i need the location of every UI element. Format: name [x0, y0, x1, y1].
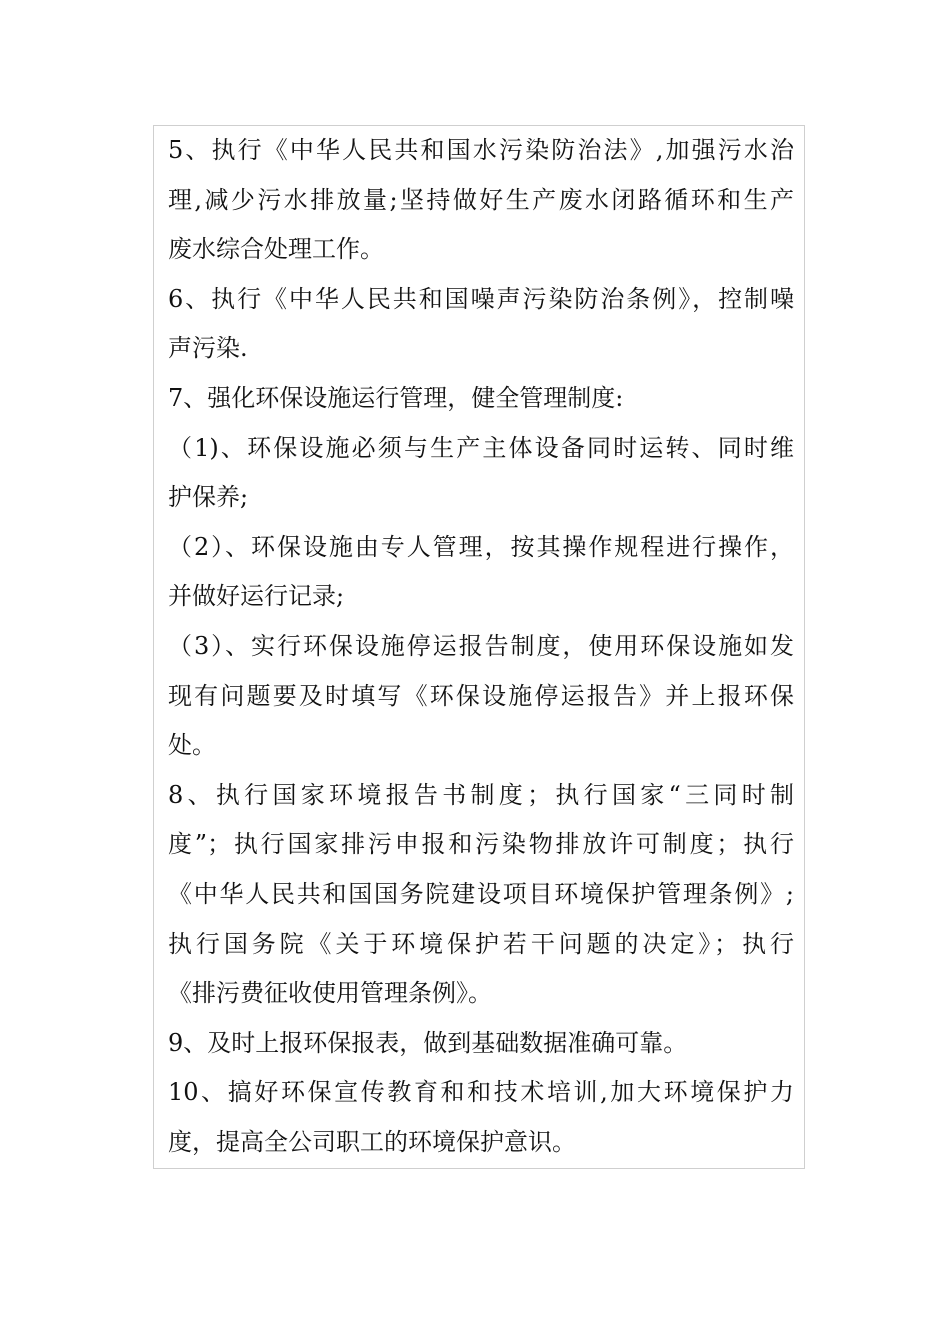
- text-line: 6、执行《中华人民共和国噪声污染防治条例》，控制噪: [168, 284, 794, 313]
- text-line: 并做好运行记录;: [168, 582, 345, 611]
- text-line: 5、执行《中华人民共和国水污染防治法》,加强污水治: [168, 136, 794, 164]
- text-line: （3）、实行环保设施停运报告制度，使用环保设施如发: [168, 631, 794, 660]
- text-line: 废水综合处理工作。: [168, 235, 384, 264]
- text-line: 10、搞好环保宣传教育和和技术培训,加大环境保护力: [168, 1078, 794, 1107]
- text-line: 《排污费征收使用管理条例》。: [168, 979, 492, 1008]
- text-line: 7、强化环保设施运行管理，健全管理制度:: [168, 383, 624, 412]
- text-line: 处。: [168, 731, 216, 760]
- text-line: （2）、环保设施由专人管理，按其操作规程进行操作，: [168, 532, 794, 561]
- text-line: 理,减少污水排放量;坚持做好生产废水闭路循环和生产: [168, 185, 794, 214]
- text-line: 8、执行国家环境报告书制度；执行国家“三同时制: [168, 780, 794, 809]
- text-line: 度”；执行国家排污申报和污染物排放许可制度；执行: [168, 830, 794, 859]
- text-line: 9、及时上报环保报表，做到基础数据准确可靠。: [168, 1028, 688, 1057]
- text-line: 声污染.: [168, 334, 248, 363]
- text-line: 执行国务院《关于环境保护若干问题的决定》；执行: [168, 929, 794, 958]
- text-line: （1)、环保设施必须与生产主体设备同时运转、同时维: [168, 433, 794, 462]
- text-line: 《中华人民共和国国务院建设项目环境保护管理条例》;: [168, 879, 794, 908]
- text-line: 护保养;: [168, 483, 249, 512]
- document-body: [168, 126, 794, 1167]
- text-line: 度，提高全公司职工的环境保护意识。: [168, 1127, 576, 1156]
- text-line: 现有问题要及时填写《环保设施停运报告》并上报环保: [168, 681, 794, 710]
